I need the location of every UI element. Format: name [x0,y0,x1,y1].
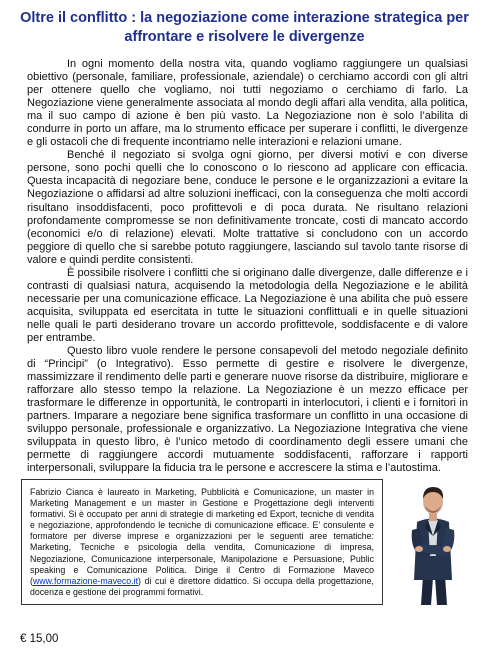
book-title: Oltre il conflitto : la negoziazione come interazione strategica per affrontare e risolvere le divergenze [20,10,469,45]
author-photo [390,478,476,605]
description-paragraph-3: È possibile risolvere i conflitti che si originano dalle divergenze, dalle differenze e i contrasti di qualsiasi natura, acquisendo la metodologia della Negoziazione e le abilità necessarie per una comunicazione efficace. La Negoziazione è una abilita che può essere acquisita, sviluppata ed esercitata in tutte le situazioni conflittuali e in quelle situazioni nelle quali le parti desiderano trovare un accordo profittevole, soddisfacente e di valore per entrambe. [27,266,468,344]
author-bio-text-end: ) di cui è direttore didattico. Si occupa della progettazione, docenza e gestione dei programmi formativi. [30,575,374,597]
author-bio-text [30,487,374,598]
website-link[interactable]: www.formazione-maveco.it [32,575,139,586]
book-description [27,58,468,476]
price-label: € 15,00 [20,633,59,645]
author-bio-text-start: Fabrizio Cianca è laureato in Marketing, Pubblicità e Comunicazione, un master in Marketing Management e un master in Gestione e Progettazione degli interventi formativi. Si è occupato per anni di strategie di marketing ed Export, tecniche di vendita e negoziazione, approfondendo le tecniche di comunicazione efficace. E’ consulente e formatore per diverse imprese e organizzazioni per le seguenti aree tematiche: Marketing, Tecniche e psicologia della vendita, Comunicazione di impresa, Negoziazione, Comunicazione interpersonale, Manipolazione e Persuasione, Public speaking e Comunicazione Politica. Dirige il Centro di Formazione Maveco ( [30,487,374,586]
description-paragraph-2: Benché il negoziato si svolga ogni giorno, per diversi motivi e con diverse persone, sono pochi quelli che lo conoscono o lo riescono ad applicare con efficacia. Questa incapacità di negoziare bene, conduce le persone e le organizzazioni a evitare la Negoziazione o affidarsi ad altre soluzioni inefficaci, con la conseguenza che molti accordi risultano insoddisfacenti, poco profittevoli e di poca durata. Ne risultano relazioni profondamente compromesse se non definitivamente troncate, costi di mancato accordo (economici e/o di relazione) elevati. Molte trattative si concludono con un accordo peggiore di quello che si sarebbe potuto raggiungere, lasciando sul tavolo tante risorse di valore e quindi perdite consistenti. [27,149,468,266]
description-paragraph-4: Questo libro vuole rendere le persone consapevoli del metodo negoziale definito di “Principi” (o Integrativo). Esso permette di gestire e risolvere le divergenze, massimizzare il rendimento delle parti e generare nuove risorse da distribuire, migliorare e rafforzare allo stesso tempo la relazione. La Negoziazione è un mezzo efficace per trasformare le differenze in opportunità, le controparti in interlocutori, i clienti e i fornitori in partners. Imparare a negoziare bene significa trasformare un conflitto in una occasione di sviluppo personale, professionale e organizzativo. La Negoziazione Integrativa che viene sviluppata in questo libro, è l’unico metodo di coordinamento degli essere umani che permette di raggiungere accordi mutuamente soddisfacenti, rafforzare i rapporti interpersonali, sviluppare la fiducia tra le persone e accrescere la stima e l’autostima. [27,345,468,475]
description-paragraph-1: In ogni momento della nostra vita, quando vogliamo raggiungere un qualsiasi obiettivo (personale, familiare, professionale, aziendale) o cerchiamo accordi con gli altri per ottenere quello che vogliamo, noi tutti negoziamo o cerchiamo di farlo. La Negoziazione viene generalmente associata al mondo degli affari alla vendita, alla politica, ma il suo campo di azione è ben più vasto. La Negoziazione non è solo l’abilita di condurre in porto un affare, ma lo strumento efficace per superare i conflitti, le divergenze e gli ostacoli che di frequente incontriamo nelle interazioni e relazioni umane. [27,58,468,149]
author-bio-box [21,479,383,605]
